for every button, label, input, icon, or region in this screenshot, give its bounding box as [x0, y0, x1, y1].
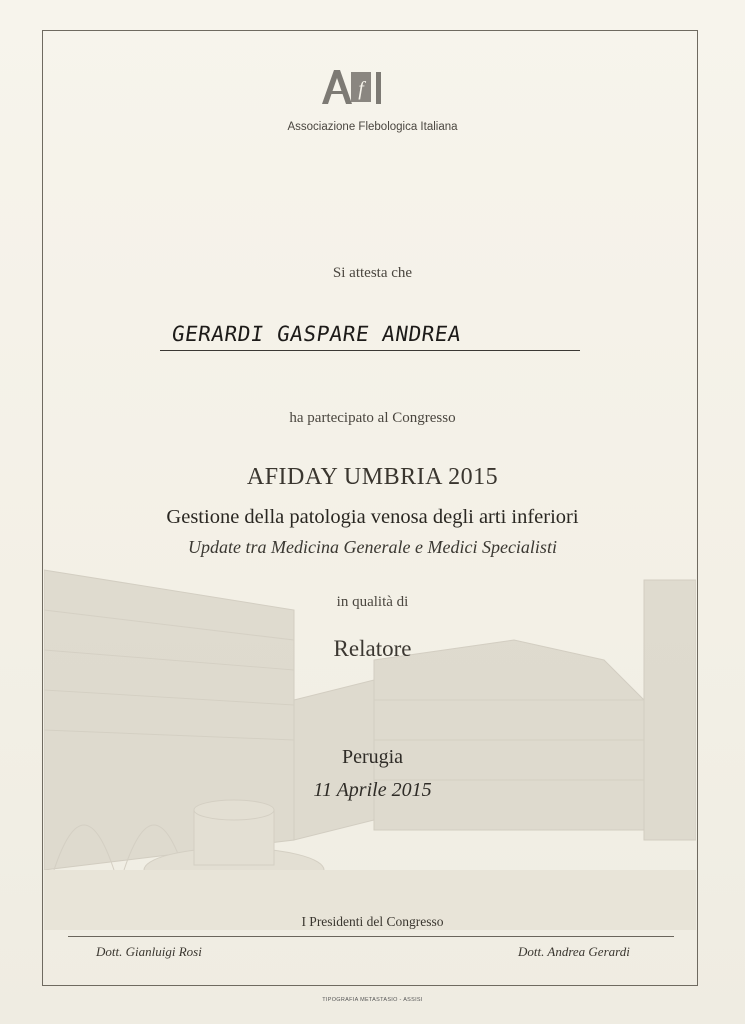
event-update-line: Update tra Medicina Generale e Medici Specialisti — [188, 537, 557, 557]
signature-right: Dott. Andrea Gerardi — [518, 944, 630, 959]
capacity-intro: in qualità di — [336, 594, 409, 610]
signature-left: Dott. Gianluigi Rosi — [96, 944, 202, 959]
event-date: 11 Aprile 2015 — [313, 779, 432, 801]
participation-text: ha partecipato al Congresso — [289, 410, 456, 426]
presidents-heading: I Presidenti del Congresso — [301, 914, 444, 929]
event-subtitle: Gestione della patologia venosa degli arti inferiori — [166, 506, 579, 528]
attestation-intro: Si attesta che — [332, 265, 413, 281]
association-name: Associazione Flebologica Italiana — [287, 121, 458, 133]
signature-rule — [68, 936, 674, 937]
participant-role: Relatore — [333, 636, 412, 661]
name-underline — [160, 350, 580, 351]
printer-credit: TIPOGRAFIA METASTASIO - ASSISI — [322, 997, 423, 1003]
event-place: Perugia — [341, 746, 404, 768]
svg-text:f: f — [358, 78, 364, 100]
recipient-name-handwritten: GERARDI GASPARE ANDREA — [170, 322, 463, 346]
afi-logo — [320, 64, 390, 110]
event-title: AFIDAY UMBRIA 2015 — [246, 464, 499, 490]
